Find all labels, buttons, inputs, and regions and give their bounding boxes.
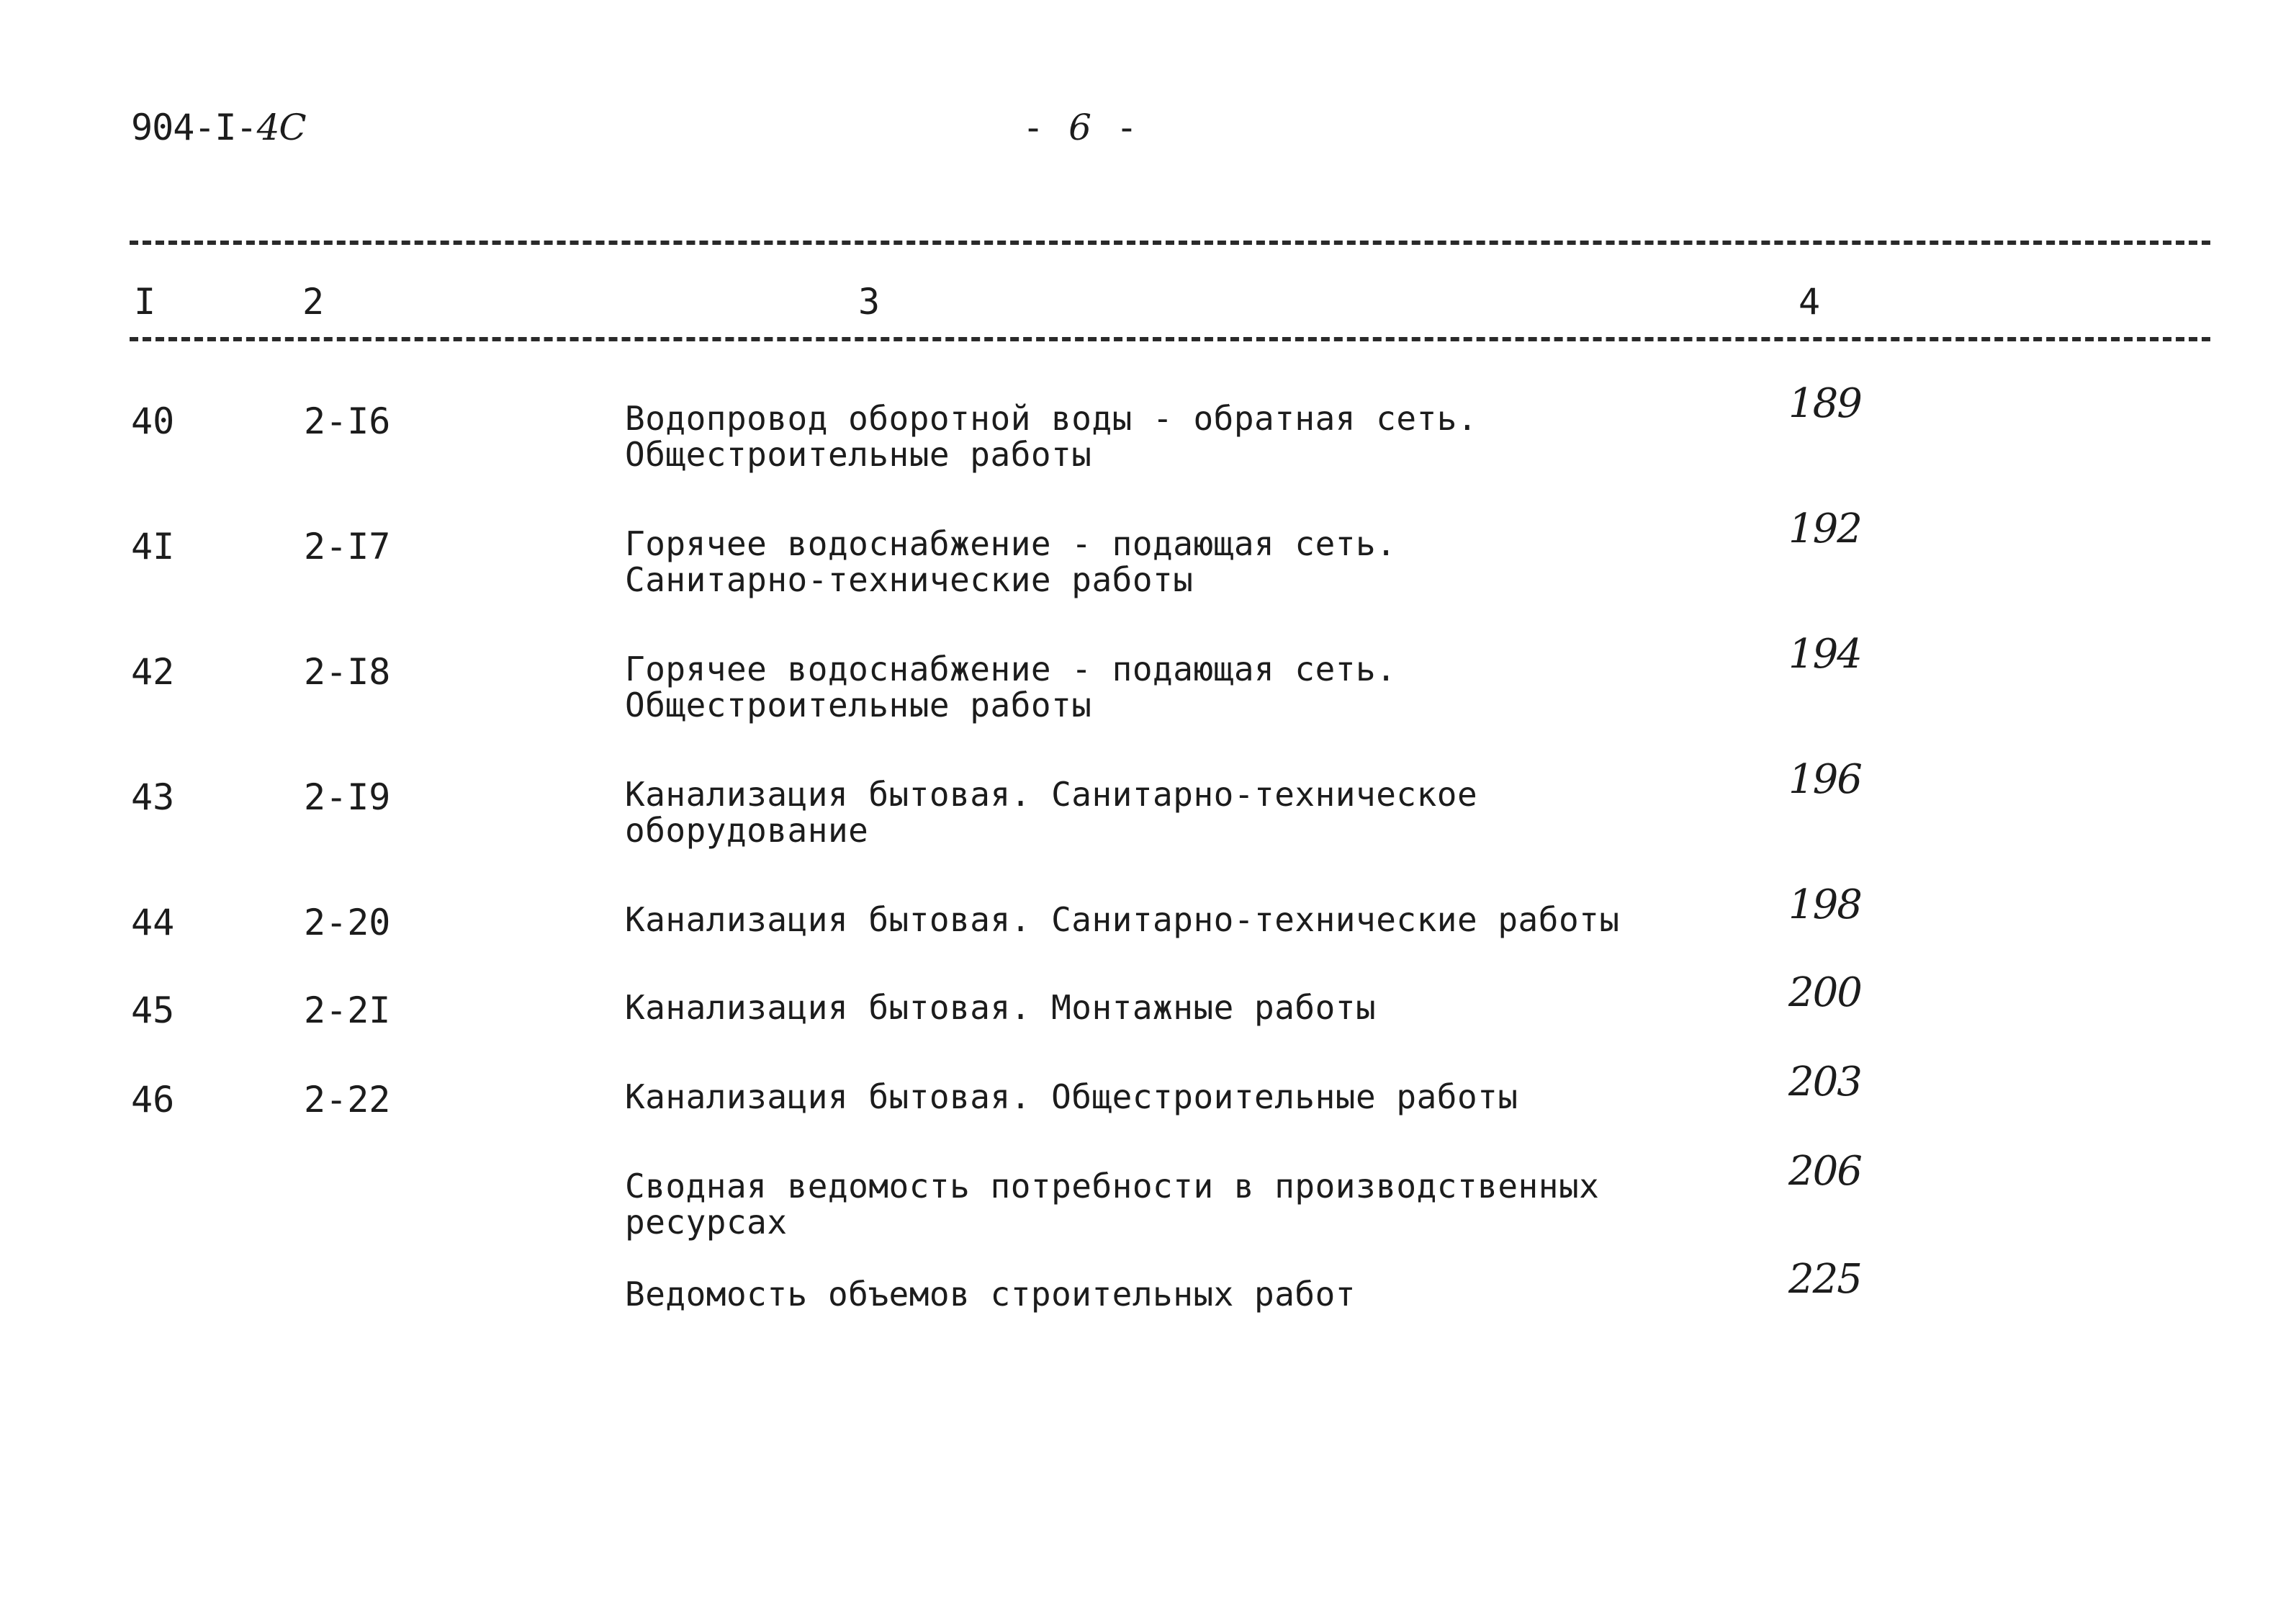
row-title xyxy=(625,989,1719,1025)
row-title-line: Санитарно-технические работы xyxy=(625,560,1194,599)
row-title xyxy=(625,1276,1719,1312)
row-title-line: Канализация бытовая. Общестроительные работы xyxy=(625,1077,1518,1116)
row-code: 2-22 xyxy=(304,1079,391,1121)
row-number: 42 xyxy=(131,651,175,693)
row-page: 194 xyxy=(1788,631,1861,678)
table-header-rule xyxy=(130,337,2210,341)
row-number: 45 xyxy=(131,989,175,1031)
column-header-1: I xyxy=(134,281,156,323)
row-page: 189 xyxy=(1788,380,1861,427)
row-code: 2-I8 xyxy=(304,651,391,693)
row-number: 40 xyxy=(131,400,175,442)
column-header-4: 4 xyxy=(1798,281,1821,323)
page-number-dash-left: - xyxy=(1022,107,1045,148)
row-code: 2-20 xyxy=(304,902,391,943)
row-title xyxy=(625,400,1719,472)
row-code: 2-I7 xyxy=(304,526,391,567)
row-number: 4I xyxy=(131,526,175,567)
row-number: 43 xyxy=(131,776,175,818)
row-title-line: Общестроительные работы xyxy=(625,686,1092,724)
row-title xyxy=(625,1168,1719,1240)
row-title xyxy=(625,1079,1719,1115)
page-number-value: 6 xyxy=(1068,107,1091,148)
row-title-line: Канализация бытовая. Монтажные работы xyxy=(625,988,1377,1027)
row-title-line: Общестроительные работы xyxy=(625,435,1092,474)
row-page: 203 xyxy=(1788,1059,1861,1105)
row-title xyxy=(625,651,1719,723)
row-page: 225 xyxy=(1788,1256,1861,1303)
row-code: 2-I6 xyxy=(304,400,391,442)
column-header-3: 3 xyxy=(858,281,881,323)
document-code xyxy=(131,107,306,148)
row-code: 2-2I xyxy=(304,989,391,1031)
row-code: 2-I9 xyxy=(304,776,391,818)
row-title-line: Сводная ведомость потребности в производственных xyxy=(625,1167,1600,1206)
row-number: 46 xyxy=(131,1079,175,1121)
row-number: 44 xyxy=(131,902,175,943)
table-top-rule xyxy=(130,241,2210,245)
row-title xyxy=(625,902,1719,938)
row-page: 198 xyxy=(1788,881,1861,928)
row-title-line: Ведомость объемов строительных работ xyxy=(625,1275,1356,1314)
column-header-2: 2 xyxy=(302,281,325,323)
row-title xyxy=(625,526,1719,598)
row-title-line: Канализация бытовая. Санитарно-техническое xyxy=(625,775,1478,814)
row-title-line: Горячее водоснабжение - подающая сеть. xyxy=(625,524,1397,563)
page-number xyxy=(1022,107,1138,148)
row-page: 200 xyxy=(1788,969,1861,1016)
row-title-line: Горячее водоснабжение - подающая сеть. xyxy=(625,650,1397,688)
row-title-line: Канализация бытовая. Санитарно-технические работы xyxy=(625,900,1620,939)
document-code-handwritten: 4C xyxy=(256,107,306,148)
row-page: 192 xyxy=(1788,506,1861,552)
row-title-line: ресурсах xyxy=(625,1203,788,1242)
page-number-dash-right: - xyxy=(1115,107,1138,148)
document-code-prefix: 904-I- xyxy=(131,107,257,148)
row-page: 206 xyxy=(1788,1148,1861,1195)
row-title-line: Водопровод оборотной воды - обратная сеть. xyxy=(625,399,1478,438)
row-page: 196 xyxy=(1788,756,1861,803)
row-title xyxy=(625,776,1719,848)
row-title-line: оборудование xyxy=(625,811,869,850)
